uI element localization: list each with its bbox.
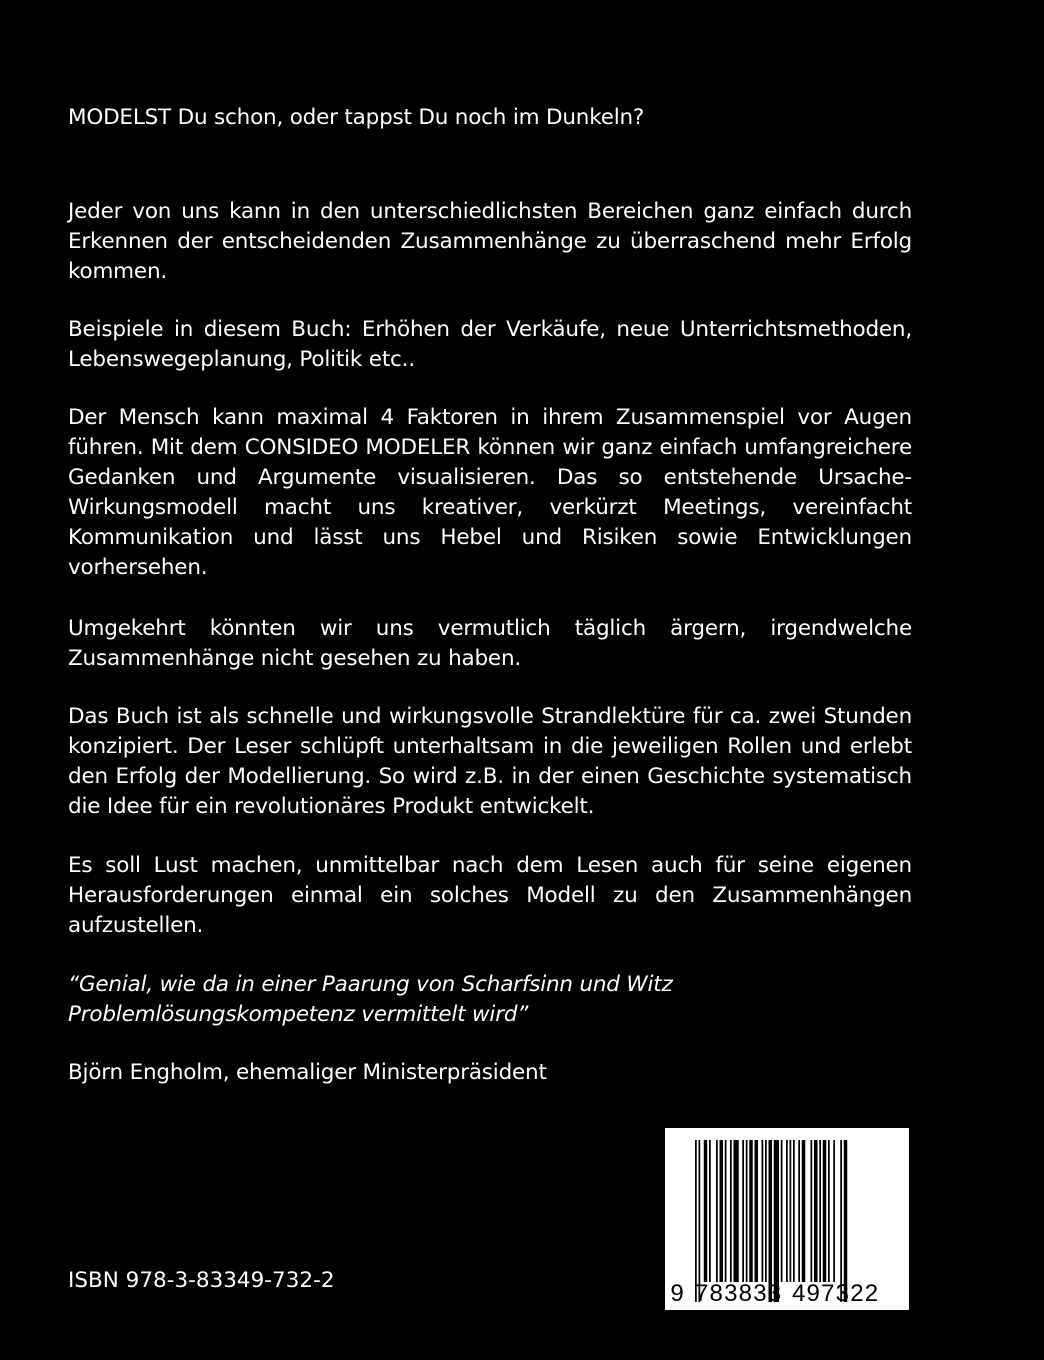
paragraph-intro: Jeder von uns kann in den unterschiedlichsten Bereichen ganz einfach durch Erkennen der entscheidenden Zusammenhänge zu überraschend mehr Erfolg kommen. [68, 199, 912, 284]
barcode-group-1: 783833 [695, 1280, 783, 1307]
paragraph-reverse: Umgekehrt könnten wir uns vermutlich täglich ärgern, irgendwelche Zusammenhänge nicht gesehen zu haben. [68, 616, 912, 671]
barcode-bar [781, 1140, 783, 1282]
barcode-bar [746, 1140, 748, 1282]
barcode-bar [774, 1140, 779, 1302]
barcode-bar [833, 1140, 835, 1282]
paragraph-consideo: Der Mensch kann maximal 4 Faktoren in ihrem Zusammenspiel vor Augen führen. Mit dem CONSIDEO MODELER können wir ganz einfach umfangreichere Gedanken und Argumente visualisieren. Das so entstehende Ursache-Wirkungsmodell macht uns kreativer, verkürzt Meetings, vereinfacht Kommunikation und lässt uns Hebel und Risiken sowie Entwicklungen vorhersehen. [68, 405, 912, 580]
barcode-lead-digit: 9 [670, 1280, 684, 1307]
paragraph-book: Das Buch ist als schnelle und wirkungsvolle Strandlektüre für ca. zwei Stunden konzipiert. Der Leser schlüpft unterhaltsam in die jeweiligen Rollen und erlebt den Erfolg der Modellierung. So wird z.B. in der einen Geschichte systematisch die Idee für ein revolutionäres Produkt entwickelt. [68, 704, 912, 819]
barcode-bar [798, 1140, 800, 1282]
barcode-bar [755, 1140, 759, 1282]
barcode-bar [709, 1140, 711, 1282]
paragraph-examples: Beispiele in diesem Buch: Erhöhen der Verkäufe, neue Unterrichtsmethoden, Lebenswegeplanung, Politik etc.. [68, 317, 912, 372]
barcode-group-2: 497322 [792, 1280, 880, 1307]
paragraph-motivation: Es soll Lust machen, unmittelbar nach dem Lesen auch für seine eigenen Herausforderungen einmal ein solches Modell zu den Zusammenhängen aufzustellen. [68, 853, 912, 938]
barcode-bar [823, 1140, 827, 1282]
headline: MODELST Du schon, oder tappst Du noch im Dunkeln? [68, 105, 645, 130]
barcode-bar [844, 1140, 848, 1302]
attribution: Björn Engholm, ehemaliger Ministerpräsident [68, 1060, 547, 1085]
barcode-bar [720, 1140, 724, 1282]
quote: “Genial, wie da in einer Paarung von Scharfsinn und Witz Problemlösungskompetenz vermittelt wird” [68, 972, 673, 1027]
barcode-bar [769, 1140, 773, 1302]
barcode-bar [734, 1140, 739, 1282]
barcode-bar [811, 1140, 813, 1282]
barcode-digits [665, 1281, 909, 1307]
barcode-bar [725, 1140, 727, 1282]
barcode-bar [742, 1140, 744, 1282]
barcode-bar [699, 1140, 701, 1302]
barcode-bar [790, 1140, 792, 1282]
barcode-bar [786, 1140, 788, 1282]
barcode-bar [765, 1140, 767, 1282]
isbn-label: ISBN 978-3-83349-732-2 [68, 1268, 335, 1293]
barcode-bar [802, 1140, 806, 1282]
barcode-bar [819, 1140, 821, 1282]
barcode [665, 1128, 909, 1310]
barcode-bar [762, 1140, 764, 1282]
barcode-bar [793, 1140, 795, 1282]
barcode-bar [828, 1140, 830, 1282]
barcode-bar [704, 1140, 708, 1282]
barcode-bar [814, 1140, 818, 1282]
barcode-bar [749, 1140, 753, 1282]
barcode-bar [840, 1140, 842, 1302]
barcode-bar [716, 1140, 718, 1282]
barcode-bar [730, 1140, 732, 1282]
barcode-bar [695, 1140, 697, 1302]
